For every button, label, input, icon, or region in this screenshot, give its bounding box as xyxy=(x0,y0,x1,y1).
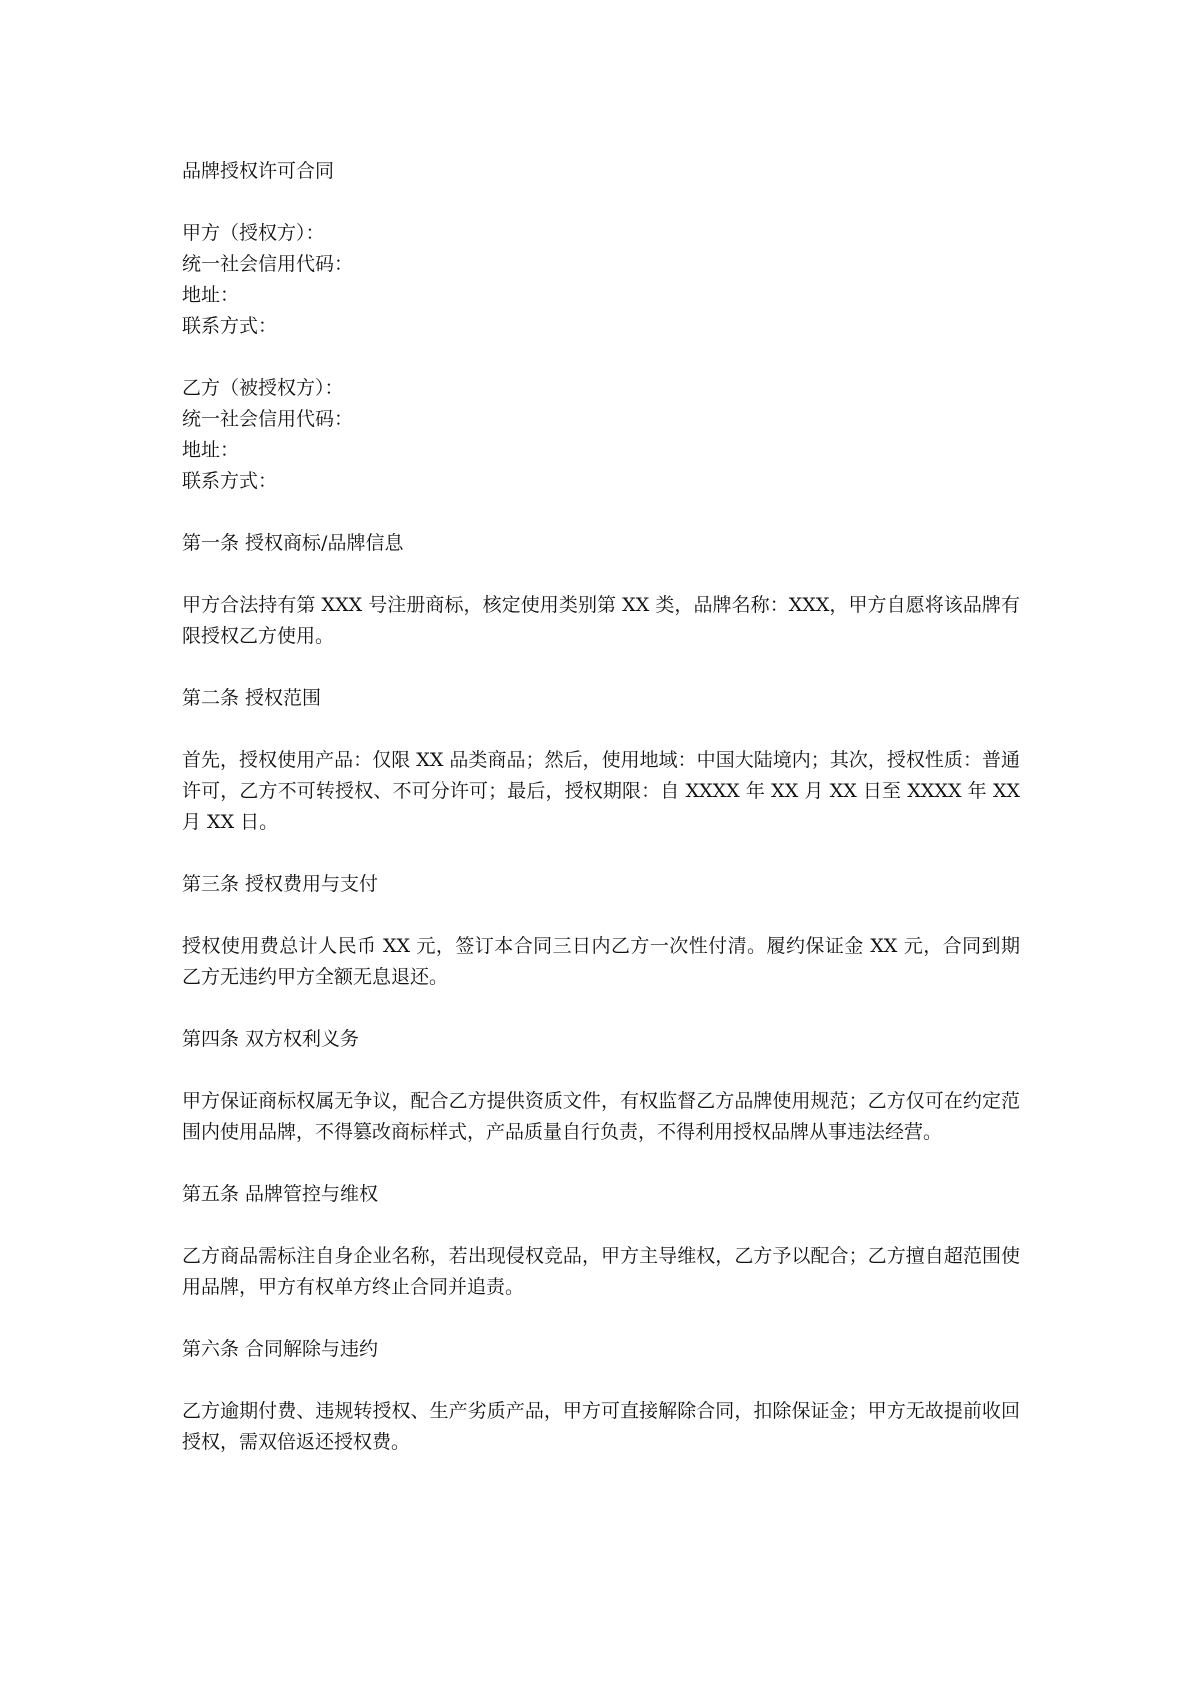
article-5-heading: 第五条 品牌管控与维权 xyxy=(182,1183,379,1205)
party-b-credit-code: 统一社会信用代码： xyxy=(182,408,354,430)
article-5-body: 乙方商品需标注自身企业名称，若出现侵权竞品，甲方主导维权，乙方予以配合；乙方擅自超范围使用品牌，甲方有权单方终止合同并追责。 xyxy=(182,1245,1020,1298)
article-6-heading: 第六条 合同解除与违约 xyxy=(182,1338,379,1360)
party-a-credit-code: 统一社会信用代码： xyxy=(182,253,354,275)
article-6-body: 乙方逾期付费、违规转授权、生产劣质产品，甲方可直接解除合同，扣除保证金；甲方无故提前收回授权，需双倍返还授权费。 xyxy=(182,1400,1020,1453)
article-3-body: 授权使用费总计人民币 XX 元，签订本合同三日内乙方一次性付清。履约保证金 XX 元，合同到期乙方无违约甲方全额无息退还。 xyxy=(182,935,1020,988)
party-b-role: 乙方（被授权方）： xyxy=(182,377,344,399)
party-a-contact: 联系方式： xyxy=(182,315,278,337)
article-1-body: 甲方合法持有第 XXX 号注册商标，核定使用类别第 XX 类，品牌名称：XXX，甲方自愿将该品牌有限授权乙方使用。 xyxy=(182,594,1020,647)
party-b-contact: 联系方式： xyxy=(182,470,278,492)
document-body xyxy=(182,156,1020,1458)
article-4-heading: 第四条 双方权利义务 xyxy=(182,1028,360,1050)
article-1-heading: 第一条 授权商标/品牌信息 xyxy=(182,532,404,554)
article-3-heading: 第三条 授权费用与支付 xyxy=(182,873,379,895)
document-title: 品牌授权许可合同 xyxy=(182,160,335,182)
article-4-body: 甲方保证商标权属无争议，配合乙方提供资质文件，有权监督乙方品牌使用规范；乙方仅可在约定范围内使用品牌，不得篡改商标样式，产品质量自行负责，不得利用授权品牌从事违法经营。 xyxy=(182,1090,1020,1143)
party-a-address: 地址： xyxy=(182,284,240,306)
article-2-heading: 第二条 授权范围 xyxy=(182,687,322,709)
party-b-address: 地址： xyxy=(182,439,240,461)
party-b-block xyxy=(182,373,1020,497)
party-a-block xyxy=(182,218,1020,342)
party-a-role: 甲方（授权方）： xyxy=(182,222,325,244)
article-2-body: 首先，授权使用产品：仅限 XX 品类商品；然后，使用地域：中国大陆境内；其次，授权性质：普通许可，乙方不可转授权、不可分许可；最后，授权期限：自 XXXX 年 XX 月 XX 日至 XXXX 年 XX 月 XX 日。 xyxy=(182,749,1020,833)
